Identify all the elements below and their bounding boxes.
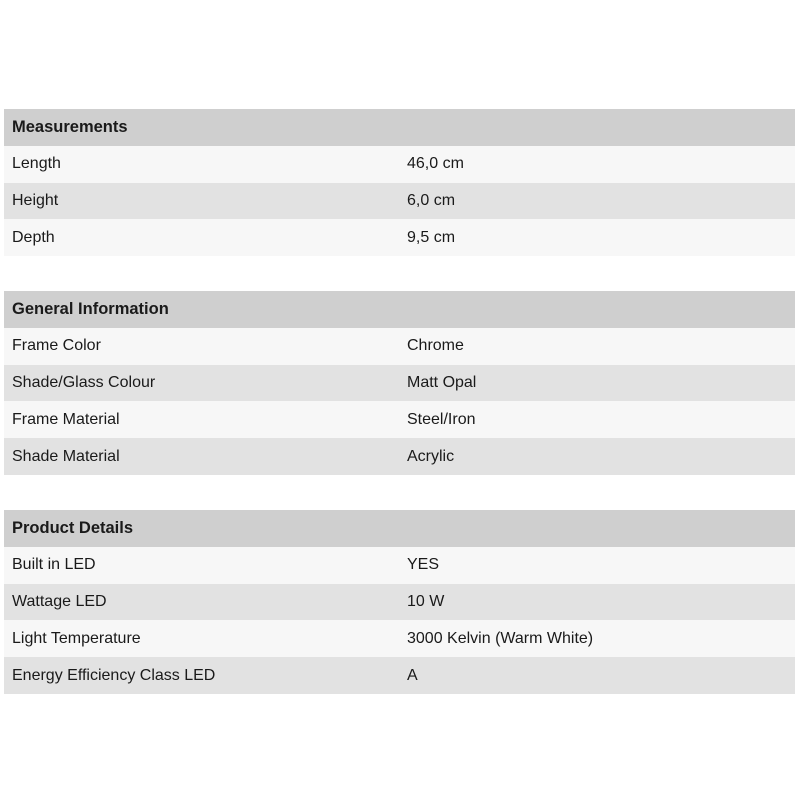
section-title: Measurements — [12, 117, 128, 136]
table-row — [4, 146, 795, 183]
table-row — [4, 584, 795, 621]
row-value: Matt Opal — [407, 373, 477, 391]
table-row — [4, 620, 795, 657]
row-value: 46,0 cm — [407, 155, 464, 173]
row-label: Frame Color — [12, 337, 101, 355]
row-label: Length — [12, 155, 61, 173]
row-value: 6,0 cm — [407, 191, 456, 209]
row-value: Chrome — [407, 337, 464, 355]
row-value: Steel/Iron — [407, 410, 476, 428]
row-value: Acrylic — [407, 447, 455, 465]
table-row — [4, 219, 795, 256]
row-label: Height — [12, 191, 59, 209]
row-value: A — [407, 666, 418, 684]
row-value: 3000 Kelvin (Warm White) — [407, 629, 594, 647]
table-header — [4, 109, 795, 146]
product-details-table — [4, 510, 795, 694]
row-value: 9,5 cm — [407, 228, 456, 246]
table-header — [4, 510, 795, 547]
row-label: Energy Efficiency Class LED — [12, 666, 216, 684]
general-information-table — [4, 291, 795, 475]
row-label: Wattage LED — [12, 592, 107, 610]
section-title: Product Details — [12, 518, 134, 537]
measurements-table — [4, 109, 795, 256]
table-header — [4, 291, 795, 328]
row-label: Shade Material — [12, 447, 120, 465]
row-value: YES — [407, 556, 440, 574]
row-label: Shade/Glass Colour — [12, 373, 156, 391]
row-label: Light Temperature — [12, 629, 141, 647]
table-row — [4, 365, 795, 402]
section-title: General Information — [12, 299, 169, 318]
table-row — [4, 657, 795, 694]
row-label: Depth — [12, 228, 55, 246]
table-row — [4, 401, 795, 438]
row-label: Frame Material — [12, 410, 120, 428]
row-label: Built in LED — [12, 556, 96, 574]
table-row — [4, 547, 795, 584]
table-row — [4, 183, 795, 220]
table-row — [4, 328, 795, 365]
table-row — [4, 438, 795, 475]
row-value: 10 W — [407, 592, 445, 610]
